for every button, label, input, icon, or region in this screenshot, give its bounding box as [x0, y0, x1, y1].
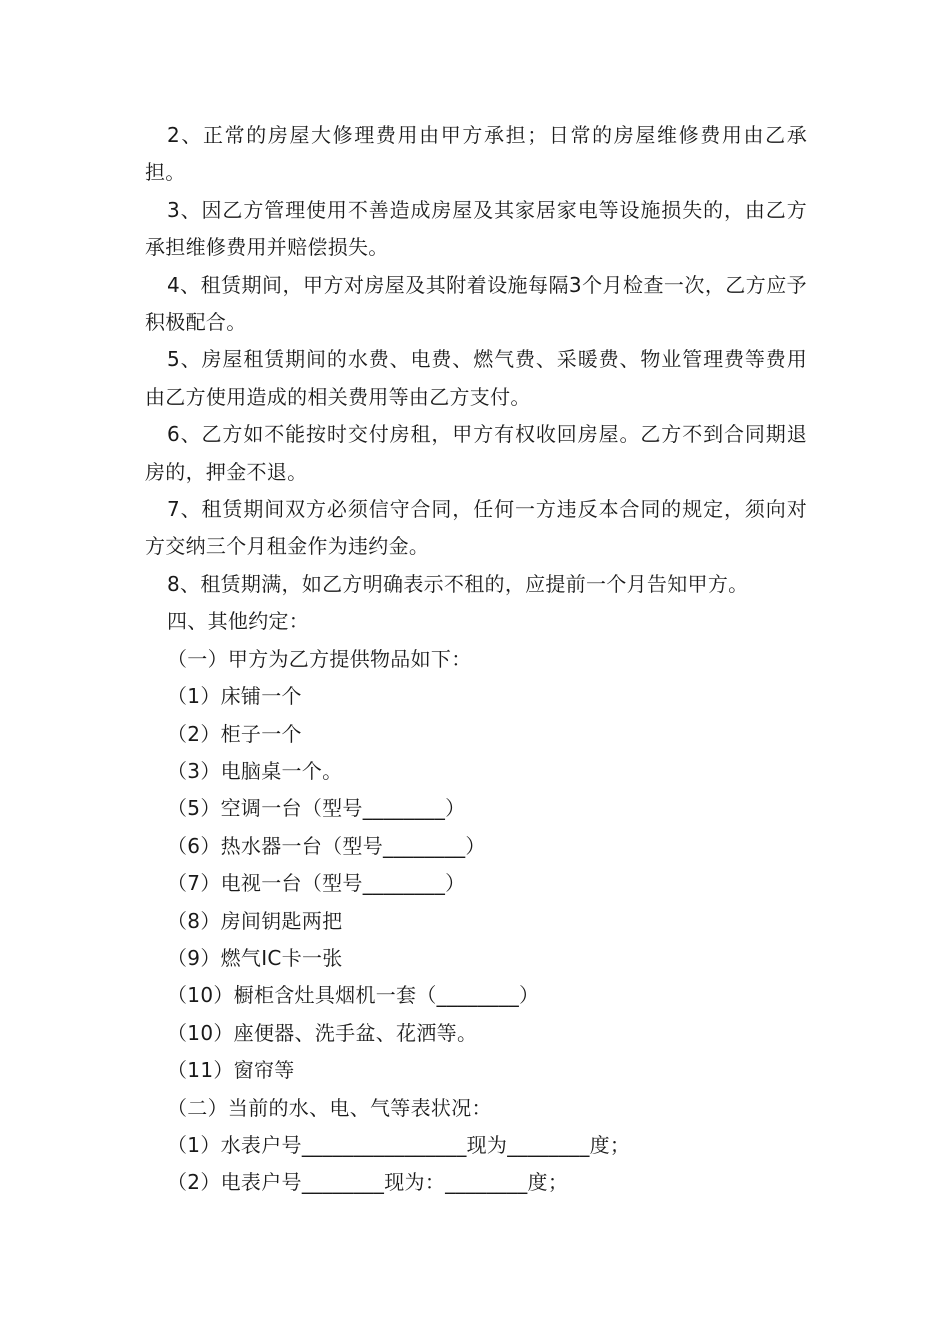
list-item: （1）床铺一个: [167, 684, 302, 709]
clause-8: 8、租赁期满，如乙方明确表示不租的，应提前一个月告知甲方。: [167, 571, 749, 596]
clause-3: 3、因乙方管理使用不善造成房屋及其家居家电等设施损失的，由乙方承担维修费用并赔偿损失。: [145, 197, 807, 260]
clause-5: 5、房屋租赁期间的水费、电费、燃气费、采暖费、物业管理费等费用由乙方使用造成的相关费用等由乙方支付。: [145, 347, 807, 409]
subsection-meter-status: （二）当前的水、电、气等表状况：: [167, 1095, 492, 1120]
list-item: （2）柜子一个: [167, 721, 302, 746]
clause-4: 4、租赁期间，甲方对房屋及其附着设施每隔3个月检查一次，乙方应予积极配合。: [145, 272, 807, 335]
list-item: （3）电脑桌一个。: [167, 758, 343, 783]
list-item: （1）水表户号________________现为________度；: [167, 1132, 631, 1157]
list-item: （7）电视一台（型号________）: [167, 871, 466, 896]
subsection-provided-items: （一）甲方为乙方提供物品如下：: [167, 646, 472, 671]
list-item: （8）房间钥匙两把: [167, 908, 343, 933]
list-item: （6）热水器一台（型号________）: [167, 833, 486, 858]
document-body: [145, 117, 807, 1202]
list-item: （10）橱柜含灶具烟机一套（________）: [167, 983, 540, 1008]
list-item: （2）电表户号________现为：________度；: [167, 1170, 569, 1195]
list-item: （10）座便器、洗手盆、花洒等。: [167, 1020, 478, 1045]
section-heading-other-agreements: 四、其他约定：: [167, 609, 310, 634]
list-item: （9）燃气IC卡一张: [167, 945, 343, 970]
list-item: （11）窗帘等: [167, 1058, 295, 1083]
clause-2: 2、正常的房屋大修理费用由甲方承担；日常的房屋维修费用由乙承担。: [145, 123, 807, 185]
clause-7: 7、租赁期间双方必须信守合同，任何一方违反本合同的规定，须向对方交纳三个月租金作为违约金。: [145, 497, 807, 559]
clause-6: 6、乙方如不能按时交付房租，甲方有权收回房屋。乙方不到合同期退房的，押金不退。: [145, 422, 807, 484]
list-item: （5）空调一台（型号________）: [167, 796, 466, 821]
